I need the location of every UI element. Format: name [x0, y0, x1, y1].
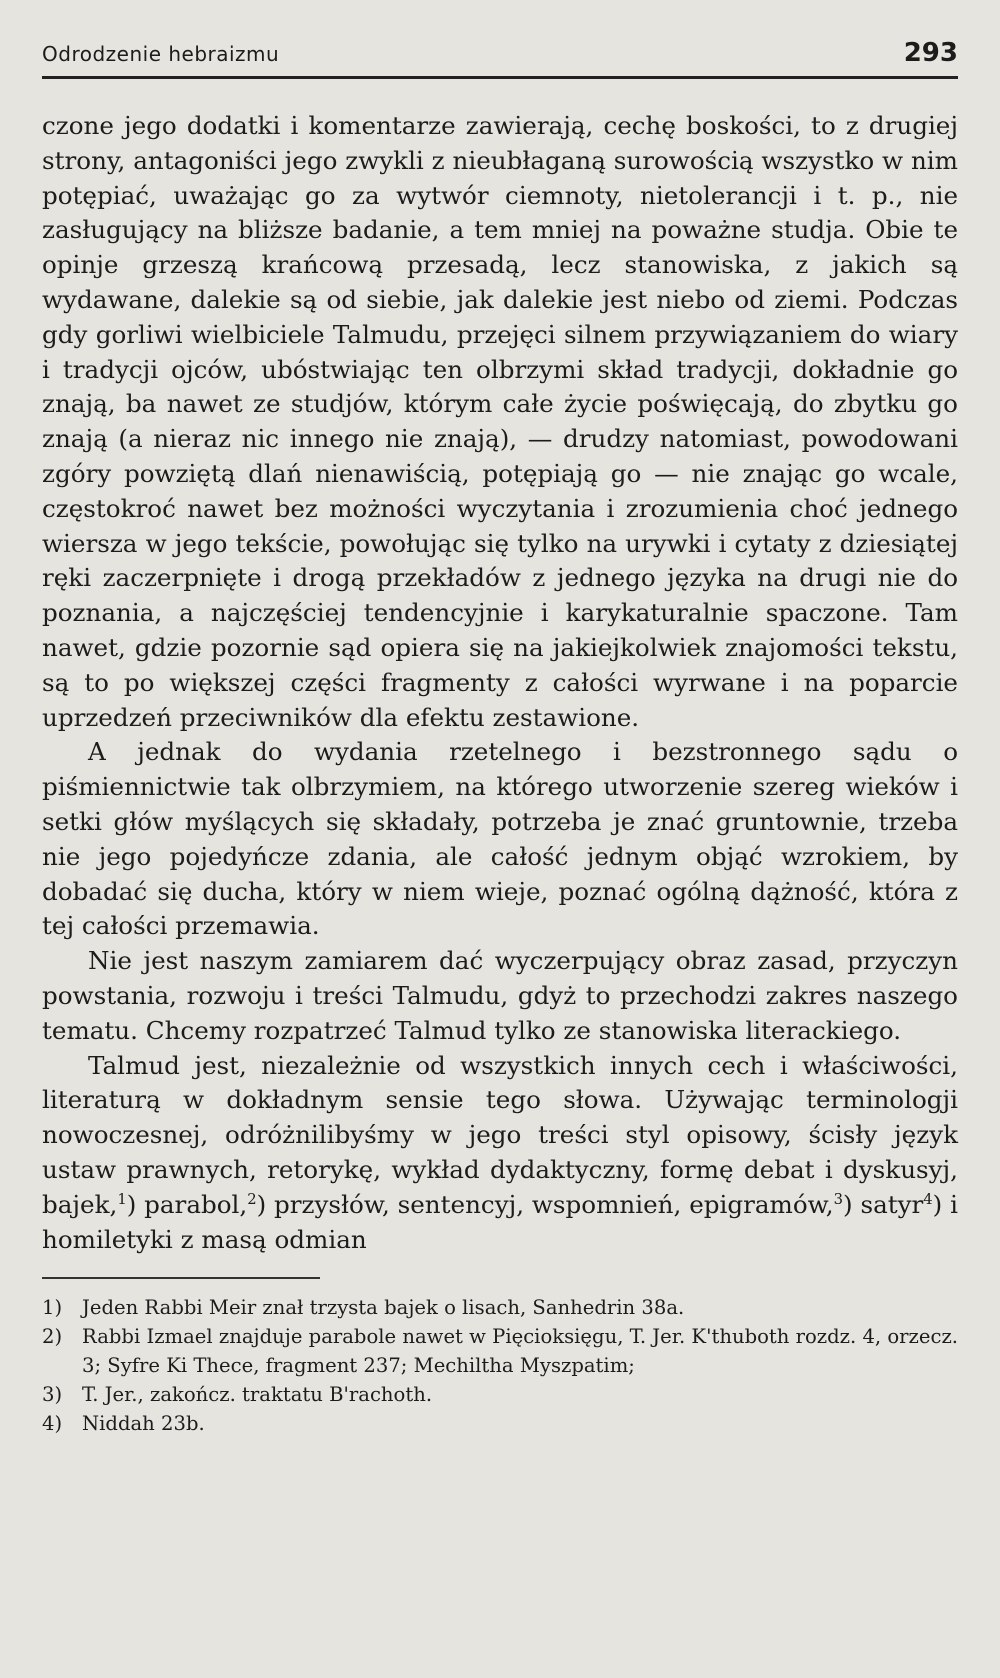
text-run: ) parabol, — [126, 1189, 248, 1219]
footnote — [42, 1322, 958, 1380]
footnote-text: Jeden Rabbi Meir znał trzysta bajek o lisach, Sanhedrin 38a. — [82, 1296, 685, 1320]
running-title: Odrodzenie hebraizmu — [42, 42, 280, 66]
footnote — [42, 1293, 958, 1322]
paragraph: A jednak do wydania rzetelnego i bezstronnego sądu o piśmiennictwie tak olbrzymiem, na którego utworzenie szereg wieków i setki głów myślących się składały, potrzeba je znać gruntownie, trzeba nie jego pojedyńcze zdania, ale całość jednym objąć wzrokiem, by dobadać się ducha, który w niem wieje, poznać ogólną dążność, która z tej całości przemawia. — [42, 737, 958, 941]
footnote-mark: 4) — [42, 1412, 63, 1436]
book-page — [42, 36, 958, 1646]
footnote-ref: 4 — [923, 1190, 933, 1208]
paragraph-continuation: czone jego dodatki i komentarze zawierają, cechę boskości, to z drugiej strony, antagoniści jego zwykli z nieubłaganą surowością wszystko w nim potępiać, uważając go za wytwór ciemnoty, nietolerancji i t. p., nie zasługujący na bliższe badanie, a tem mniej na poważne studja. Obie te opinje grzeszą krańcową przesadą, lecz stanowiska, z jakich są wydawane, dalekie są od siebie, jak dalekie jest niebo od ziemi. Podczas gdy gorliwi wielbiciele Talmudu, przejęci silnem przywiązaniem do wiary i tradycji ojców, ubóstwiając ten olbrzymi skład tradycji, dokładnie go znają, ba nawet ze studjów, którym całe życie poświęcają, do zbytku go znają (a nieraz nic innego nie znają), — drudzy natomiast, powodowani zgóry powziętą dlań nienawiścią, potępiają go — nie znając go wcale, częstokroć nawet bez możności wyczytania i zrozumienia choć jednego wiersza w jego tekście, powołując się tylko na urywki i cytaty z dziesiątej ręki zaczerpnięte i drogą przekładów z jednego języka na drugi nie do poznania, a najczęściej tendencyjnie i karykaturalnie spaczone. Tam nawet, gdzie pozornie sąd opiera się na jakiejkolwiek znajomości tekstu, są to po większej części fragmenty z całości wyrwane i na poparcie uprzedzeń przeciwników dla efektu zestawione. — [42, 111, 958, 732]
footnote-mark: 2) — [42, 1325, 63, 1349]
footnote-mark: 1) — [42, 1296, 63, 1320]
footnote-ref: 2 — [247, 1190, 257, 1208]
footnote-mark: 3) — [42, 1383, 63, 1407]
footnote-text: Niddah 23b. — [82, 1412, 205, 1436]
running-head — [42, 36, 958, 72]
footnote — [42, 1380, 958, 1409]
footnote-text: Rabbi Izmael znajduje parabole nawet w Pięcioksięgu, T. Jer. K'thuboth rozdz. 4, orzecz. 3; Syfre Ki Thece, fragment 237; Mechiltha Myszpatim; — [82, 1325, 958, 1378]
footnote-text: T. Jer., zakończ. traktatu B'rachoth. — [82, 1383, 433, 1407]
footnote — [42, 1409, 958, 1438]
text-run: Talmud jest, niezależnie od wszystkich innych cech i właściwości, literaturą w dokładnym sensie tego słowa. Używając terminologji nowoczesnej, odróżnilibyśmy w jego treści styl opisowy, ścisły język ustaw prawnych, retorykę, wykład dydaktyczny, formę debat i dyskusyj, bajek, — [42, 1050, 958, 1219]
footnote-ref: 3 — [833, 1190, 843, 1208]
text-run: ) przysłów, sentencyj, wspomnień, epigramów, — [256, 1189, 834, 1219]
body-text — [42, 109, 958, 1257]
footnote-ref: 1 — [117, 1190, 127, 1208]
footnote-rule — [42, 1277, 320, 1279]
page-number: 293 — [903, 38, 958, 68]
paragraph-with-footnote-refs — [42, 1049, 958, 1258]
text-run: ) satyr — [843, 1189, 924, 1219]
text-run: ) i homiletyki z masą odmian — [42, 1189, 958, 1254]
paragraph: Nie jest naszym zamiarem dać wyczerpujący obraz zasad, przyczyn powstania, rozwoju i treści Talmudu, gdyż to przechodzi zakres naszego tematu. Chcemy rozpatrzeć Talmud tylko ze stanowiska literackiego. — [42, 946, 958, 1045]
header-rule — [42, 76, 958, 79]
footnotes — [42, 1293, 958, 1438]
